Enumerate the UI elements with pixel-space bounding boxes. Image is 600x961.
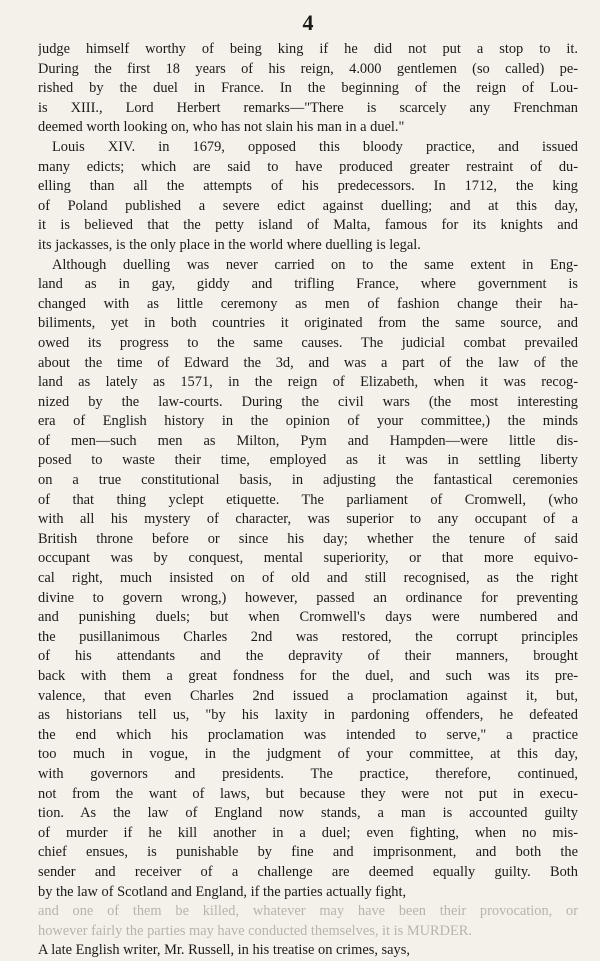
text-line: and one of them be killed, whatever may have been their provocation, or [38, 903, 578, 920]
paragraph [38, 256, 578, 903]
text-line: British throne before or since his day; whether the tenure of said [38, 530, 578, 547]
text-line: of Poland published a severe edict against duelling; and at this day, [38, 197, 578, 214]
text-line: of his attendants and the depravity of their manners, brought [38, 648, 578, 665]
body-text [38, 40, 578, 961]
text-line: cal right, much insisted on of old and still recognised, as the right [38, 570, 578, 587]
text-line: chief ensues, is punishable by fine and imprisonment, and both the [38, 844, 578, 861]
text-line: Although duelling was never carried on to the same extent in Eng- [52, 256, 578, 273]
text-line: is XIII., Lord Herbert remarks—"There is scarcely any Frenchman [38, 99, 578, 116]
paragraph [38, 138, 578, 256]
text-line: divine to govern wrong,) however, passed an ordinance for preventing [38, 589, 578, 606]
text-line: the end which his proclamation was intended to serve," a practice [38, 726, 578, 743]
text-line: During the first 18 years of his reign, 4.000 gentlemen (so called) pe- [38, 60, 578, 77]
text-line: era of English history in the opinion of your committee,) the minds [38, 413, 578, 430]
text-line: land as in gay, giddy and trifling France, where government is [38, 276, 578, 293]
text-line: deemed worth looking on, who has not slain his man in a duel." [38, 119, 405, 136]
text-line: the pusillanimous Charles 2nd was restored, the corrupt principles [38, 628, 578, 645]
text-line: and punishing duels; but when Cromwell's days were numbered and [38, 609, 578, 626]
text-line: not from the want of laws, but because they were not put in execu- [38, 785, 578, 802]
text-line: land as lately as 1571, in the reign of Elizabeth, when it was recog- [38, 374, 578, 391]
text-line: of that thing yclept etiquette. The parliament of Cromwell, (who [38, 491, 578, 508]
text-line: nized by the law-courts. During the civil wars (the most interesting [38, 393, 578, 410]
text-line: of men—such men as Milton, Pym and Hampden—were little dis- [38, 432, 578, 449]
text-line: with governors and presidents. The practice, therefore, continued, [38, 765, 578, 782]
text-line: sender and receiver of a challenge are deemed equally guilty. Both [38, 863, 578, 880]
text-line: tion. As the law of England now stands, a man is accounted guilty [38, 805, 578, 822]
page-number: 4 [302, 10, 314, 35]
text-line: Louis XIV. in 1679, opposed this bloody practice, and issued [52, 138, 578, 155]
text-line: about the time of Edward the 3d, and was a part of the law of the [38, 354, 578, 371]
text-line: with all his mystery of character, was superior to any occupant of a [38, 511, 578, 528]
text-line: back with them a great fondness for the duel, and such was its pre- [38, 668, 578, 684]
text-line: changed with as little ceremony as men of fashion change their ha- [38, 295, 578, 312]
text-line: many edicts; which are said to have produced greater restraint of du- [38, 158, 578, 175]
paragraph [38, 40, 578, 138]
text-line: of murder if he kill another in a duel; even fighting, when no mis- [38, 824, 578, 841]
text-line: judge himself worthy of being king if he did not put a stop to it. [38, 41, 578, 57]
text-line: on a true constitutional basis, in adjusting the fantastical ceremonies [38, 472, 578, 489]
text-line: it is believed that the petty island of Malta, famous for its knights and [38, 217, 578, 234]
text-line: owed its progress to the same causes. The judicial combat prevailed [38, 334, 578, 351]
text-line: too much in vogue, in the judgment of your committee, at this day, [38, 746, 578, 763]
text-line: however fairly the parties may have conducted themselves, it is MURDER. [38, 922, 473, 939]
text-line: valence, that even Charles 2nd issued a proclamation against it, but, [38, 687, 578, 704]
text-line: posed to waste their time, employed as it was in settling liberty [38, 452, 578, 469]
text-line: biliments, yet in both countries it originated from the same source, and [38, 315, 578, 332]
paragraph [38, 941, 578, 961]
text-line: as historians tell us, "by his laxity in pardoning offenders, he defeated [38, 707, 578, 724]
text-line: occupant was by conquest, mental superiority, or that more equivo- [38, 550, 578, 567]
text-line: its jackasses, is the only place in the world where duelling is legal. [38, 236, 421, 253]
paragraph [38, 902, 578, 941]
text-line: elling than all the attempts of his predecessors. In 1712, the king [38, 178, 578, 195]
text-line: by the law of Scotland and England, if the parties actually fight, [38, 883, 407, 900]
text-line: A late English writer, Mr. Russell, in his treatise on crimes, says, [38, 942, 410, 959]
text-line: rished by the duel in France. In the beginning of the reign of Lou- [38, 80, 578, 97]
